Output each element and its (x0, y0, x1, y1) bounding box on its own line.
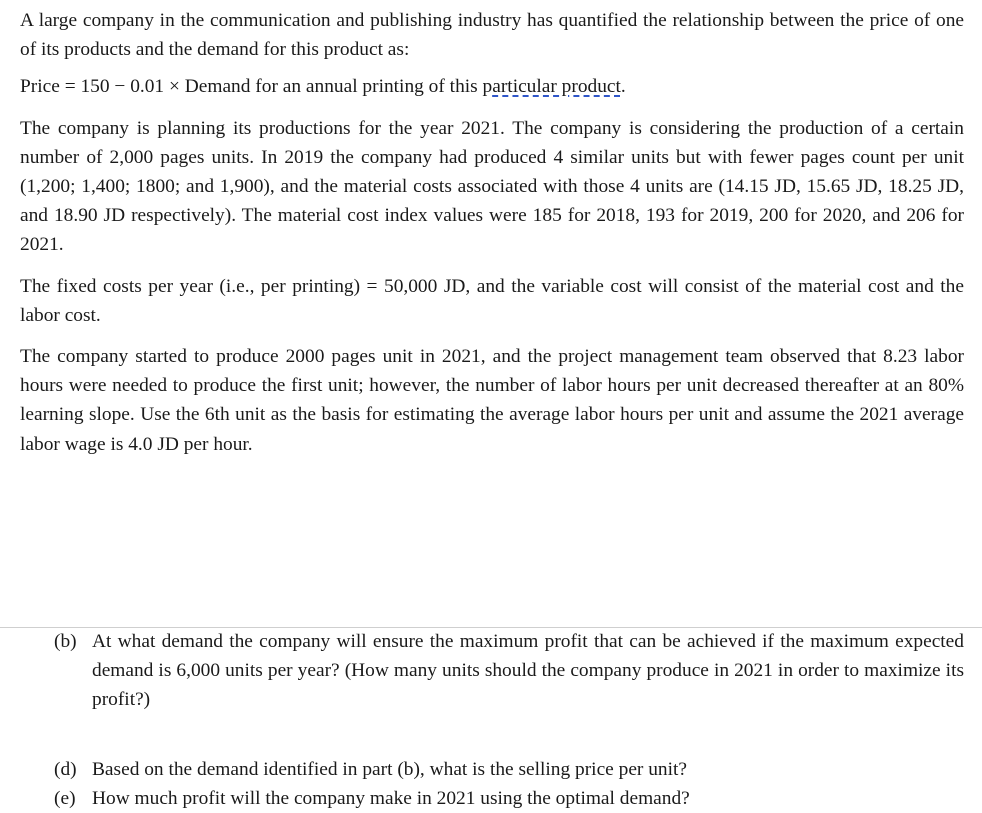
question-text: How much profit will the company make in 2021 using the optimal demand? (92, 787, 690, 809)
question-text: At what demand the company will ensure the maximum profit that can be achieved if the maximum expected demand is 6,000 units per year? (How many units should the company produce in 2021 in order to maximize its profit?) (92, 631, 964, 711)
question-label: (e) (54, 787, 76, 809)
question-item-b (54, 627, 964, 715)
question-label: (d) (54, 758, 77, 780)
problem-statement (20, 6, 964, 459)
labor-learning-paragraph: The company started to produce 2000 pages unit in 2021, and the project management team observed that 8.23 labor hours were needed to produce the first unit; however, the number of labor hours per unit decreased thereafter at an 80% learning slope. Use the 6th unit as the basis for estimating the average labor hours per unit and assume the 2021 average labor wage is 4.0 JD per hour. (20, 346, 964, 455)
fixed-costs-paragraph: The fixed costs per year (i.e., per printing) = 50,000 JD, and the variable cost will consist of the material cost and the labor cost. (20, 275, 964, 326)
intro-paragraph: A large company in the communication and publishing industry has quantified the relationship between the price of one of its products and the demand for this product as: (20, 10, 964, 61)
question-list (54, 627, 964, 813)
formula-period: . (620, 76, 626, 98)
question-item-d (54, 755, 964, 784)
formula-text: Price = 150 − 0.01 × Demand for an annual printing of this (20, 76, 483, 98)
price-demand-formula (20, 72, 964, 101)
production-plan-paragraph: The company is planning its productions for the year 2021. The company is considering the production of a certain number of 2,000 pages units. In 2019 the company had produced 4 similar units but with fewer pages count per unit (1,200; 1,400; 1800; and 1,900), and the material costs associated with those 4 units are (14.15 JD, 15.65 JD, 18.25 JD, and 18.90 JD respectively). The material cost index values were 185 for 2018, 193 for 2019, 200 for 2020, and 206 for 2021. (20, 117, 964, 256)
spellcheck-underlined-text: particular product (482, 76, 621, 98)
question-label: (b) (54, 631, 77, 652)
question-text: Based on the demand identified in part (b), what is the selling price per unit? (92, 758, 688, 780)
question-item-e (54, 784, 964, 813)
